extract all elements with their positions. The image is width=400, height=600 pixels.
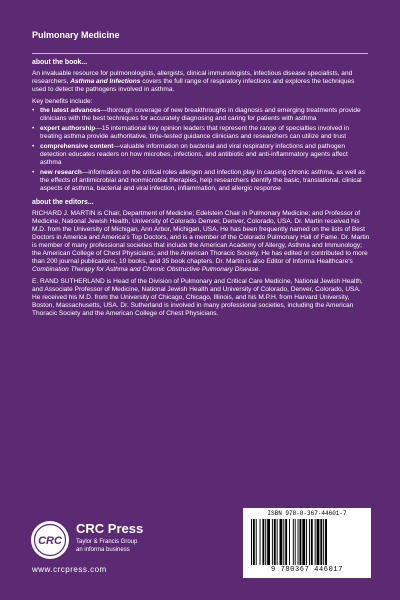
- key-benefits-intro: Key benefits include:: [32, 98, 93, 105]
- editor-bio-sutherland: E. RAND SUTHERLAND is Head of the Division of Pulmonary and Critical Care Medicine, National Jewish Health, and Associate Professor of Medicine, National Jewish Health and University of Colorado, Denver, Colorado, USA. He received his M.D. from the University of Chicago, Chicago, Illinois, and his M.P.H. from Harvard University, Boston, Massachusetts, USA. Dr. Sutherland is involved in many professional societies, including the American Thoracic Society and the American College of Chest Physicians.: [32, 278, 363, 317]
- about-book-heading: about the book...: [32, 59, 88, 66]
- isbn-label: ISBN 978-0-367-44601-7: [267, 510, 347, 517]
- book-title: Asthma and Infections: [70, 78, 141, 85]
- list-item: [32, 125, 370, 141]
- editor-bio-martin: [32, 210, 370, 274]
- editor-bio-text: RICHARD J. MARTIN is Chair, Department of Medicine; Edelstein Chair in Pulmonary Medicine; and Professor of Medicine, National Jewish Health, University of Colorado Denver, Denver, Colorado, USA. Dr. Martin received his M.D. from the University of Michigan, Ann Arbor, Michigan, USA. He has been frequently named on the lists of Best Doctors in America and America's Top Doctors, and is a member of the Colorado Pulmonary Hall of Fame. Dr. Martin is member of many professional societies that include the American Academy of Allergy, Asthma and Immunology; the American College of Chest Physicians; and the American Thoracic Society. He has edited or contributed to more than 200 journal publications, 10 books, and 35 book chapters. Dr. Martin is also Editor of Informa Healthcare's: [32, 210, 370, 265]
- benefit-label: expert authorship: [40, 125, 96, 132]
- bullet-icon: •: [32, 125, 35, 132]
- logo-mark: CRC: [38, 535, 62, 547]
- benefit-text: —information on the critical roles allergen and infection play in causing chronic asthma, as well as the effects of antimicrobial and nonmicrobial therapies, help researchers identify the basic, translational, clinical aspects of asthma, bacterial and viral infection, inflammation, and allergic response: [40, 169, 365, 192]
- back-cover-text: [32, 59, 370, 322]
- barcode: [243, 508, 371, 578]
- publisher-business: an informa business: [76, 547, 130, 553]
- bullet-icon: •: [32, 143, 35, 150]
- benefit-label: the latest advances: [40, 107, 101, 114]
- publisher-name: CRC Press: [76, 521, 144, 536]
- list-item: [32, 143, 370, 167]
- list-item: [32, 169, 370, 193]
- barcode-number: 9 780367 446017: [270, 566, 343, 574]
- category-label: Pulmonary Medicine: [32, 30, 120, 40]
- barcode-bars-icon: [251, 519, 363, 565]
- benefits-list: [32, 107, 370, 193]
- about-editors-heading: about the editors...: [32, 199, 94, 206]
- publisher-group: Taylor & Francis Group: [76, 539, 138, 545]
- bullet-icon: •: [32, 107, 35, 114]
- header-band: [0, 0, 400, 55]
- benefit-label: new research: [40, 169, 82, 176]
- editor-book-title: Combination Therapy for Asthma and Chronic Obstructive Pulmonary Disease.: [32, 266, 261, 273]
- bullet-icon: •: [32, 169, 35, 176]
- publisher-tagline: [76, 538, 137, 554]
- benefit-label: comprehensive content: [40, 143, 114, 150]
- list-item: [32, 107, 370, 123]
- benefit-text: —thorough coverage of new breakthroughs in diagnosis and emerging treatments provide clinicians with the best techniques for accurately diagnosing and caring for patients with asthma: [40, 107, 361, 122]
- header-divider: [32, 53, 368, 54]
- publisher-website: www.crcpress.com: [32, 565, 107, 574]
- benefit-text: —15 international key opinion leaders that represent the range of specialties involved in treating asthma provide authoritative, time-tested guidance clinicians and researchers can utilize and trust: [40, 125, 349, 140]
- benefit-text: —valuable information on bacterial and viral respiratory infections and pathogen detection educates readers on how microbes, infections, and antibiotic and anti-inflammatory agents affect asthma: [40, 143, 348, 166]
- crc-logo-icon: [30, 520, 70, 560]
- book-intro: [32, 70, 370, 94]
- book-intro-part1: An invaluable resource for pulmonologists, allergists, clinical immunologists, infectious disease specialists, and researchers,: [32, 70, 353, 85]
- book-intro-part2: covers the full range of respiratory infections and explores the techniques used to detect the pathogens involved in asthma.: [32, 78, 355, 93]
